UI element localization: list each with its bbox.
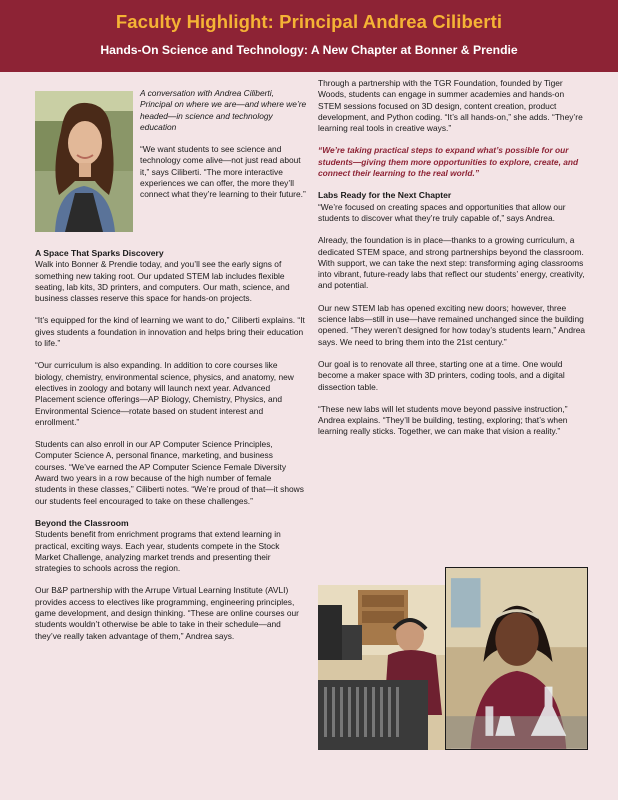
student-lab-photo bbox=[445, 567, 588, 750]
intro-block bbox=[140, 88, 308, 201]
paragraph: Students can also enroll in our AP Computer Science Principles, Computer Science A, personal finance, marketing, and business courses. “We’ve earned the AP Computer Science Female Diversity Award two years in a row because of the high number of female students in these classes,” Ciliberti notes. “We’re proud of that—it shows our students feel encouraged to take on these challenges.” bbox=[35, 439, 304, 506]
page-title: Faculty Highlight: Principal Andrea Ciliberti bbox=[115, 11, 503, 32]
principal-portrait-photo bbox=[35, 91, 133, 232]
paragraph: “Our curriculum is also expanding. In addition to core courses like biology, chemistry, environmental science, physics, and anatomy, new electives in zoology and botany will launch next year. Advanced Placement science offerings—AP Biology, Chemistry, Physics, and Environmental Science—rotate based on student interest and enrollment.” bbox=[35, 360, 294, 427]
student-studio-photo bbox=[318, 585, 451, 750]
paragraph: Already, the foundation is in place—thanks to a growing curriculum, a dedicated STEM space, and strong partnerships beyond the classroom. With support, we can take the next step: transforming aging classrooms into vibrant, future-ready labs that reflect our students’ energy, creativity, and potential. bbox=[318, 235, 585, 291]
paragraph: Walk into Bonner & Prendie today, and you’ll see the early signs of something new taking root. Our updated STEM lab includes flexible seating, lab kits, 3D printers, and computers. Our math, science, and business classes reserve this space for hands-on projects. bbox=[35, 259, 290, 304]
paragraph: “These new labs will let students move beyond passive instruction,” Andrea explains. “They’ll be building, testing, exploring; that’s when learning really sticks. Together, we can make that vision a reality.” bbox=[318, 403, 568, 437]
paragraph: Students benefit from enrichment programs that extend learning in practical, exciting ways. Each year, students compete in the Stock Market Challenge, analyzing market trends and presenting their strategies to schools across the region. bbox=[35, 529, 281, 574]
paragraph: Through a partnership with the TGR Foundation, founded by Tiger Woods, students can engage in summer academies and hands-on STEM sessions focused on 3D design, content creation, product development, and Python coding. “It’s all hands-on,” she adds. “They’re learning real tools in creative ways.” bbox=[318, 78, 583, 134]
section-heading-discovery: A Space That Sparks Discovery bbox=[35, 248, 164, 258]
intro-lead: A conversation with Andrea Ciliberti, Principal on where we are—and where we’re headed—in science and technology education bbox=[140, 88, 307, 132]
intro-quote: “We want students to see science and technology come alive—not just read about it,” says Ciliberti. “The more interactive experiences we can offer, the more they’ll connect what they’re learning to their future.” bbox=[140, 144, 306, 200]
paragraph: “We’re focused on creating spaces and opportunities that allow our students to discover what they’re truly capable of,” says Andrea. bbox=[318, 201, 566, 223]
header-banner bbox=[0, 0, 618, 72]
section-heading-beyond: Beyond the Classroom bbox=[35, 517, 129, 528]
paragraph: Our goal is to renovate all three, starting one at a time. One would become a maker space with 3D printers, coding tools, and a digital dissection table. bbox=[318, 358, 565, 392]
right-column bbox=[318, 78, 588, 449]
section-heading-labs: Labs Ready for the Next Chapter bbox=[318, 190, 452, 201]
page-subtitle: Hands-On Science and Technology: A New Chapter at Bonner & Prendie bbox=[100, 43, 518, 57]
paragraph: “It’s equipped for the kind of learning we want to do,” Ciliberti explains. “It gives students a foundation in innovation and helps bring their education to life.” bbox=[35, 315, 305, 349]
pull-quote: “We’re taking practical steps to expand what’s possible for our students—giving them more opportunities to explore, create, and connect their learning to the real world.” bbox=[318, 145, 579, 179]
paragraph: Our new STEM lab has opened exciting new doors; however, three science labs—still in use—have remained unchanged since the building opened. “They weren’t designed for how today’s students learn,” Andrea says. We need to bring them into the 21st century.” bbox=[318, 302, 586, 347]
left-column bbox=[35, 248, 305, 653]
paragraph: Our B&P partnership with the Arrupe Virtual Learning Institute (AVLI) provides access to electives like programming, engineering principles, game development, and design thinking. “These are online courses our students wouldn’t otherwise be able to take in their schedule—and they’ve really taken advantage of them,” Andrea says. bbox=[35, 585, 299, 641]
